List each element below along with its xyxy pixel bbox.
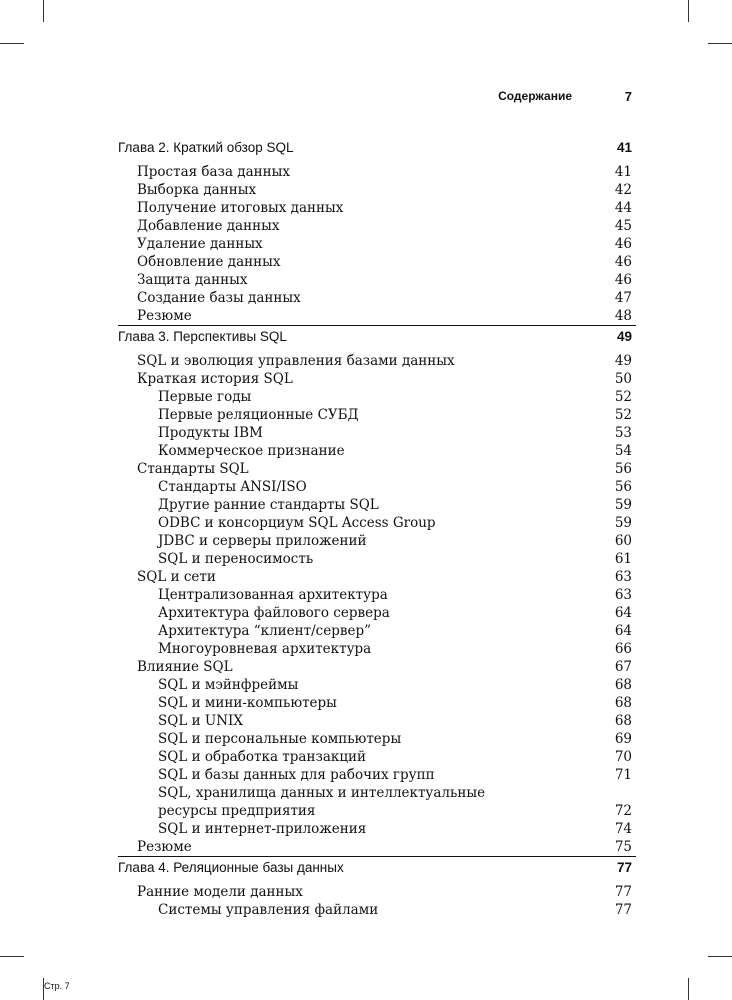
- toc-entry-label: Продукты IBM: [158, 425, 263, 441]
- toc-entry: [118, 748, 636, 766]
- toc-entry-page: 49: [616, 329, 632, 344]
- toc-entry-label: SQL и персональные компьютеры: [158, 731, 402, 747]
- crop-mark: [43, 0, 44, 22]
- toc-entry-page: 64: [614, 605, 632, 621]
- toc-entry: [118, 514, 636, 532]
- toc-entry-page: 69: [614, 731, 632, 747]
- toc-entry-page: 53: [614, 425, 632, 441]
- toc-entry-page: 77: [616, 860, 632, 875]
- toc-entry-page: 70: [614, 749, 632, 765]
- toc-entry-label: Резюме: [137, 839, 192, 855]
- toc-entry: [118, 658, 636, 676]
- toc-entry-label: Простая база данных: [137, 164, 291, 180]
- toc-entry: [118, 307, 636, 325]
- toc-entry: [118, 478, 636, 496]
- toc-entry-label: Резюме: [137, 308, 192, 324]
- toc-entry: [118, 253, 636, 271]
- toc-entry-label: Многоуровневая архитектура: [158, 641, 372, 657]
- toc-entry-label: SQL и переносимость: [158, 551, 314, 567]
- crop-mark: [708, 956, 732, 957]
- toc-entry-label: Системы управления файлами: [158, 902, 379, 918]
- toc-entry: [118, 424, 636, 442]
- toc-entry-label: Добавление данных: [137, 218, 280, 234]
- toc-entry-label: SQL и эволюция управления базами данных: [137, 353, 455, 369]
- toc-entry-label: Выборка данных: [137, 182, 257, 198]
- page-number: 7: [624, 89, 632, 104]
- toc-entry-label: Получение итоговых данных: [137, 200, 344, 216]
- toc-entry-page: 77: [614, 884, 632, 900]
- toc-entry-label: SQL и UNIX: [158, 713, 243, 729]
- toc-entry-page: 59: [614, 497, 632, 513]
- toc-entry-page: 42: [614, 182, 632, 198]
- toc-entry-label: SQL и мэйнфреймы: [158, 677, 299, 693]
- toc-entry: [118, 271, 636, 289]
- toc-entry: [118, 370, 636, 388]
- toc-entry-page: 41: [616, 140, 632, 155]
- crop-mark: [0, 43, 24, 44]
- toc-entry-page: 44: [614, 200, 632, 216]
- toc-entry: [118, 784, 636, 820]
- toc-entry-label: Влияние SQL: [137, 659, 233, 675]
- toc-entry-label: Стандарты SQL: [137, 461, 249, 477]
- toc-entry-label: SQL и интернет-приложения: [158, 821, 367, 837]
- toc-entry: [118, 406, 636, 424]
- crop-mark: [0, 956, 24, 957]
- toc-entry-page: 54: [614, 443, 632, 459]
- footer-page-label: Стр. 7: [44, 981, 70, 991]
- toc-entry-page: 68: [614, 677, 632, 693]
- toc-entry-label: SQL и обработка транзакций: [158, 749, 366, 765]
- toc-entry-page: 41: [614, 164, 632, 180]
- toc-entry-label: Ранние модели данных: [137, 884, 303, 900]
- toc-entry-label: Другие ранние стандарты SQL: [158, 497, 379, 513]
- toc-entry-page: 56: [614, 479, 632, 495]
- crop-mark: [708, 43, 732, 44]
- toc-entry: [118, 496, 636, 514]
- toc-entry-page: 60: [614, 533, 632, 549]
- toc-chapter: [118, 325, 636, 352]
- toc-entry: [118, 460, 636, 478]
- toc-entry: [118, 901, 636, 919]
- toc-entry: [118, 712, 636, 730]
- toc-entry-label: Коммерческое признание: [158, 443, 345, 459]
- toc-entry: [118, 163, 636, 181]
- toc-entry: [118, 388, 636, 406]
- toc-entry-label: SQL, хранилища данных и интеллектуальные ресурсы предприятия: [158, 785, 486, 819]
- toc-entry-page: 67: [614, 659, 632, 675]
- toc-entry-page: 59: [614, 515, 632, 531]
- running-head: [118, 89, 636, 107]
- toc-entry-page: 47: [614, 290, 632, 306]
- toc-chapter: [118, 856, 636, 883]
- toc-entry-label: SQL и сети: [137, 569, 216, 585]
- toc-entry-label: JDBC и серверы приложений: [158, 533, 367, 549]
- toc-entry-page: 77: [614, 902, 632, 918]
- toc-entry: [118, 442, 636, 460]
- toc-entry: [118, 730, 636, 748]
- toc-entry-page: 66: [614, 641, 632, 657]
- toc-entry: [118, 289, 636, 307]
- toc-entry-label: Обновление данных: [137, 254, 281, 270]
- toc-entry-label: Архитектура файлового сервера: [158, 605, 390, 621]
- toc-entry-label: Удаление данных: [137, 236, 263, 252]
- toc-entry-label: Централизованная архитектура: [158, 587, 388, 603]
- toc-entry-label: ODBC и консорциум SQL Access Group: [158, 515, 436, 531]
- toc-entry-label: Защита данных: [137, 272, 248, 288]
- toc-entry-page: 46: [614, 236, 632, 252]
- toc-entry-label: Глава 2. Краткий обзор SQL: [118, 140, 294, 155]
- toc-entry-page: 64: [614, 623, 632, 639]
- toc-entry-page: 71: [614, 767, 632, 783]
- toc-entry-label: Первые годы: [158, 389, 252, 405]
- toc-entry-page: 68: [614, 713, 632, 729]
- toc-entry-page: 49: [614, 353, 632, 369]
- toc-entry: [118, 622, 636, 640]
- toc-entry: [118, 694, 636, 712]
- toc-entry-page: 45: [614, 218, 632, 234]
- toc-entry-label: SQL и мини-компьютеры: [158, 695, 337, 711]
- toc-entry-page: 46: [614, 254, 632, 270]
- toc-entry-label: Первые реляционные СУБД: [158, 407, 359, 423]
- section-title: Содержание: [498, 89, 572, 103]
- toc-entry-label: SQL и базы данных для рабочих групп: [158, 767, 435, 783]
- toc-entry-label: Создание базы данных: [137, 290, 301, 306]
- toc-entry: [118, 532, 636, 550]
- toc-entry: [118, 568, 636, 586]
- toc-entry: [118, 550, 636, 568]
- toc-entry-page: 72: [614, 803, 632, 819]
- toc-entry-page: 63: [614, 569, 632, 585]
- toc-entry-page: 63: [614, 587, 632, 603]
- toc-entry: [118, 352, 636, 370]
- toc-entry: [118, 838, 636, 856]
- toc-entry-page: 50: [614, 371, 632, 387]
- toc-entry-page: 52: [614, 389, 632, 405]
- toc-chapter: [118, 137, 636, 163]
- toc-entry: [118, 676, 636, 694]
- toc-entry-page: 75: [614, 839, 632, 855]
- toc-entry: [118, 199, 636, 217]
- toc-entry-page: 61: [614, 551, 632, 567]
- table-of-contents: [118, 137, 636, 919]
- toc-entry-label: Краткая история SQL: [137, 371, 293, 387]
- toc-entry: [118, 217, 636, 235]
- toc-entry: [118, 820, 636, 838]
- crop-mark: [688, 0, 689, 22]
- toc-entry: [118, 235, 636, 253]
- toc-entry-page: 56: [614, 461, 632, 477]
- toc-entry: [118, 181, 636, 199]
- crop-mark: [688, 978, 689, 1000]
- toc-entry: [118, 766, 636, 784]
- toc-entry-page: 52: [614, 407, 632, 423]
- toc-entry-page: 46: [614, 272, 632, 288]
- toc-entry: [118, 883, 636, 901]
- toc-entry: [118, 586, 636, 604]
- toc-entry: [118, 640, 636, 658]
- toc-entry-page: 74: [614, 821, 632, 837]
- toc-entry: [118, 604, 636, 622]
- toc-entry-label: Архитектура “клиент/сервер”: [158, 623, 372, 639]
- toc-entry-label: Глава 3. Перспективы SQL: [118, 329, 287, 344]
- toc-entry-label: Глава 4. Реляционные базы данных: [118, 860, 344, 875]
- toc-entry-label: Стандарты ANSI/ISO: [158, 479, 307, 495]
- toc-entry-page: 68: [614, 695, 632, 711]
- toc-entry-page: 48: [614, 308, 632, 324]
